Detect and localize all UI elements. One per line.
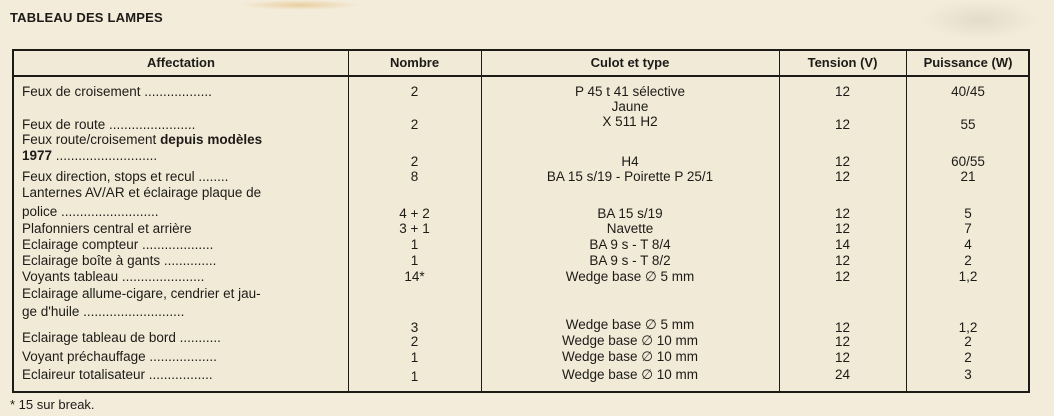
header-tension: Tension (V) xyxy=(807,55,878,70)
row-nombre: 1 xyxy=(410,237,419,252)
row-culot: BA 15 s/19 - Poirette P 25/1 xyxy=(546,169,714,184)
row-affectation: Eclairage allume-cigare, cendrier et jau- xyxy=(22,286,261,301)
row-affectation: Eclairage boîte à gants .............. xyxy=(22,253,217,268)
footnote: * 15 sur break. xyxy=(10,397,95,412)
row-culot: BA 9 s - T 8/2 xyxy=(589,253,671,268)
row-affectation-line2: police .......................... xyxy=(22,204,159,219)
row-affectation: Feux direction, stops et recul ........ xyxy=(22,169,229,184)
row-tension: 14 xyxy=(834,237,851,252)
row-culot-line2: Jaune xyxy=(611,99,649,114)
page-title: TABLEAU DES LAMPES xyxy=(10,10,163,25)
row-affectation xyxy=(22,132,262,148)
row-puissance: 5 xyxy=(964,206,972,221)
row-affectation-line2 xyxy=(22,148,157,164)
row-affectation: Voyant préchauffage .................. xyxy=(22,349,217,364)
row-puissance: 1,2 xyxy=(958,269,978,284)
row-puissance: 2 xyxy=(964,334,972,349)
row-affectation-bold: 1977 xyxy=(22,148,53,163)
row-tension: 12 xyxy=(834,84,851,99)
row-affectation: Eclairage compteur ................... xyxy=(22,237,214,252)
row-puissance: 7 xyxy=(964,221,972,236)
header-divider xyxy=(14,75,1028,77)
row-affectation: Eclaireur totalisateur ................. xyxy=(22,367,213,382)
row-affectation-text: ........................... xyxy=(52,148,158,163)
row-nombre: 14* xyxy=(404,269,425,284)
row-culot: Wedge base ∅ 5 mm xyxy=(565,269,695,284)
row-puissance: 1,2 xyxy=(958,320,978,335)
row-nombre: 3 + 1 xyxy=(399,221,430,236)
row-affectation: Eclairage tableau de bord ........... xyxy=(22,330,221,345)
row-tension: 12 xyxy=(834,117,851,132)
row-affectation-text: Feux route/croisement xyxy=(22,132,161,147)
row-affectation: Plafonniers central et arrière xyxy=(22,221,192,236)
row-nombre: 1 xyxy=(410,369,419,384)
row-affectation: Lanternes AV/AR et éclairage plaque de xyxy=(22,185,262,200)
row-puissance: 2 xyxy=(964,253,972,268)
row-nombre: 1 xyxy=(410,253,419,268)
row-affectation-line2: ge d'huile ........................... xyxy=(22,304,185,319)
row-culot: Wedge base ∅ 10 mm xyxy=(561,349,699,364)
row-tension: 12 xyxy=(834,154,851,169)
row-culot: H4 xyxy=(621,154,639,169)
row-puissance: 4 xyxy=(964,237,972,252)
row-affectation: Voyants tableau ...................... xyxy=(22,269,205,284)
row-affectation: Feux de route ....................... xyxy=(22,117,196,132)
row-nombre: 4 + 2 xyxy=(399,206,430,221)
row-nombre: 3 xyxy=(410,320,419,335)
header-affectation: Affectation xyxy=(147,55,215,70)
row-nombre: 2 xyxy=(410,117,419,132)
row-affectation-bold: depuis modèles xyxy=(160,132,263,147)
header-puissance: Puissance (W) xyxy=(923,55,1013,70)
paper-stain xyxy=(920,0,1040,40)
header-nombre: Nombre xyxy=(389,55,440,70)
row-tension: 24 xyxy=(834,367,851,382)
row-culot: Wedge base ∅ 10 mm xyxy=(561,333,699,348)
row-culot: X 511 H2 xyxy=(602,114,658,129)
row-culot: BA 9 s - T 8/4 xyxy=(589,237,671,252)
paper-stain xyxy=(240,0,360,10)
row-culot: P 45 t 41 sélective xyxy=(574,84,686,99)
row-nombre: 2 xyxy=(410,84,419,99)
row-puissance: 60/55 xyxy=(951,154,985,169)
row-nombre: 1 xyxy=(410,350,419,365)
row-tension: 12 xyxy=(834,320,851,335)
row-puissance: 55 xyxy=(960,117,976,132)
row-tension: 12 xyxy=(834,206,851,221)
header-culot: Culot et type xyxy=(590,55,670,70)
row-puissance: 3 xyxy=(964,367,972,382)
row-affectation: Feux de croisement .................. xyxy=(22,84,212,99)
row-nombre: 8 xyxy=(410,169,419,184)
row-tension: 12 xyxy=(834,253,851,268)
row-tension: 12 xyxy=(834,169,851,184)
row-nombre: 2 xyxy=(410,154,419,169)
row-tension: 12 xyxy=(834,350,851,365)
row-puissance: 2 xyxy=(964,350,972,365)
row-culot: BA 15 s/19 xyxy=(597,206,663,221)
row-culot: Wedge base ∅ 10 mm xyxy=(561,367,699,382)
row-tension: 12 xyxy=(834,334,851,349)
row-puissance: 40/45 xyxy=(951,84,985,99)
row-culot-line2: Navette xyxy=(606,221,654,236)
row-puissance: 21 xyxy=(960,169,976,184)
row-tension: 12 xyxy=(834,221,851,236)
lamp-table xyxy=(12,49,1030,393)
row-culot: Wedge base ∅ 5 mm xyxy=(565,317,695,332)
row-tension: 12 xyxy=(834,269,851,284)
row-nombre: 2 xyxy=(410,334,419,349)
